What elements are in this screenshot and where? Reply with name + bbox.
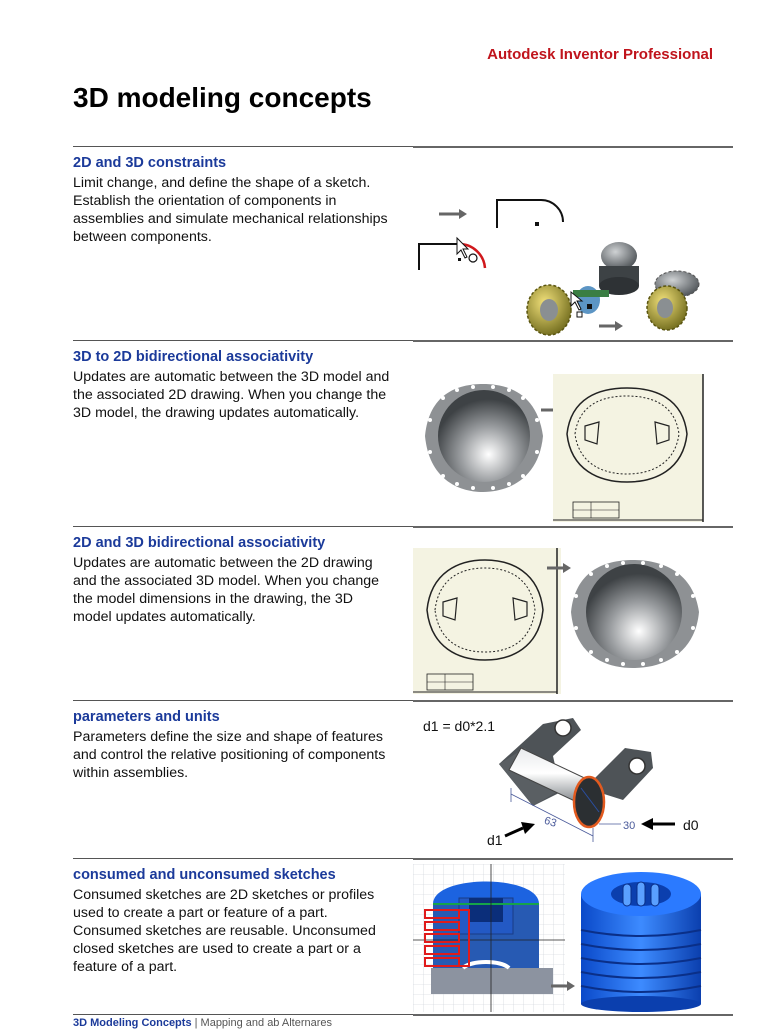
2d-to-3d-illustration	[413, 548, 733, 696]
section-2d-and-3d	[73, 535, 395, 626]
sketch-grid-icon	[413, 864, 565, 1012]
section-body: Consumed sketches are 2D sketches or profiles used to create a part or feature of a part. Consumed sketches are reusable. Unconsumed closed sketches are used to create a part or a feature of a part.	[73, 887, 376, 975]
footer-subtitle: | Mapping and ab Alternares	[191, 1017, 333, 1029]
parameter-equation: d1 = d0*2.1	[423, 718, 496, 734]
section-heading: consumed and unconsumed sketches	[73, 867, 336, 883]
section-heading: 2D and 3D constraints	[73, 155, 227, 171]
bracket-part-icon	[499, 718, 653, 827]
section-body: Limit change, and define the shape of a sketch. Establish the orientation of components in assemblies and simulate mechanical relationships between components.	[73, 175, 388, 245]
section-parameters	[73, 709, 395, 782]
gear-assembly-icon	[527, 242, 699, 335]
housing-model-icon	[425, 384, 543, 492]
section-3d-to-2d	[73, 349, 395, 422]
finned-cylinder-icon	[581, 872, 701, 1012]
footer	[73, 1017, 332, 1029]
drawing-sheet-icon	[413, 548, 561, 694]
parameters-illustration	[413, 708, 733, 854]
3d-to-2d-illustration	[413, 374, 733, 524]
housing-model-icon	[571, 560, 699, 668]
constrained-sketch-icon	[419, 238, 485, 270]
drawing-sheet-icon	[553, 374, 703, 522]
section-heading: 2D and 3D bidirectional associativity	[73, 535, 326, 551]
section-constraints	[73, 155, 395, 246]
page-title: 3D modeling concepts	[73, 82, 372, 113]
arrow-right-icon	[505, 822, 535, 836]
sketch-profile-icon	[497, 200, 563, 228]
arrow-right-icon	[439, 209, 467, 219]
arrow-right-icon	[599, 321, 623, 331]
constraints-illustration	[413, 180, 733, 340]
label-d1: d1	[487, 832, 503, 848]
section-sketches	[73, 867, 395, 976]
section-heading: parameters and units	[73, 709, 220, 725]
arrow-left-icon	[641, 818, 675, 830]
dimension-63-label: 63	[542, 814, 558, 830]
section-body: Parameters define the size and shape of features and control the relative positioning of components within assemblies.	[73, 729, 386, 781]
label-d0: d0	[683, 817, 699, 833]
dimension-30-label: 30	[623, 820, 636, 832]
section-body: Updates are automatic between the 3D model and the associated 2D drawing. When you change the 3D model, the drawing updates automatically.	[73, 369, 390, 421]
sketches-illustration	[413, 864, 733, 1012]
section-body: Updates are automatic between the 2D drawing and the associated 3D model. When you change the model dimensions in the drawing, the 3D model updates automatically.	[73, 555, 380, 625]
brand-label: Autodesk Inventor Professional	[487, 46, 713, 63]
footer-title: 3D Modeling Concepts	[73, 1017, 192, 1029]
section-heading: 3D to 2D bidirectional associativity	[73, 349, 314, 365]
